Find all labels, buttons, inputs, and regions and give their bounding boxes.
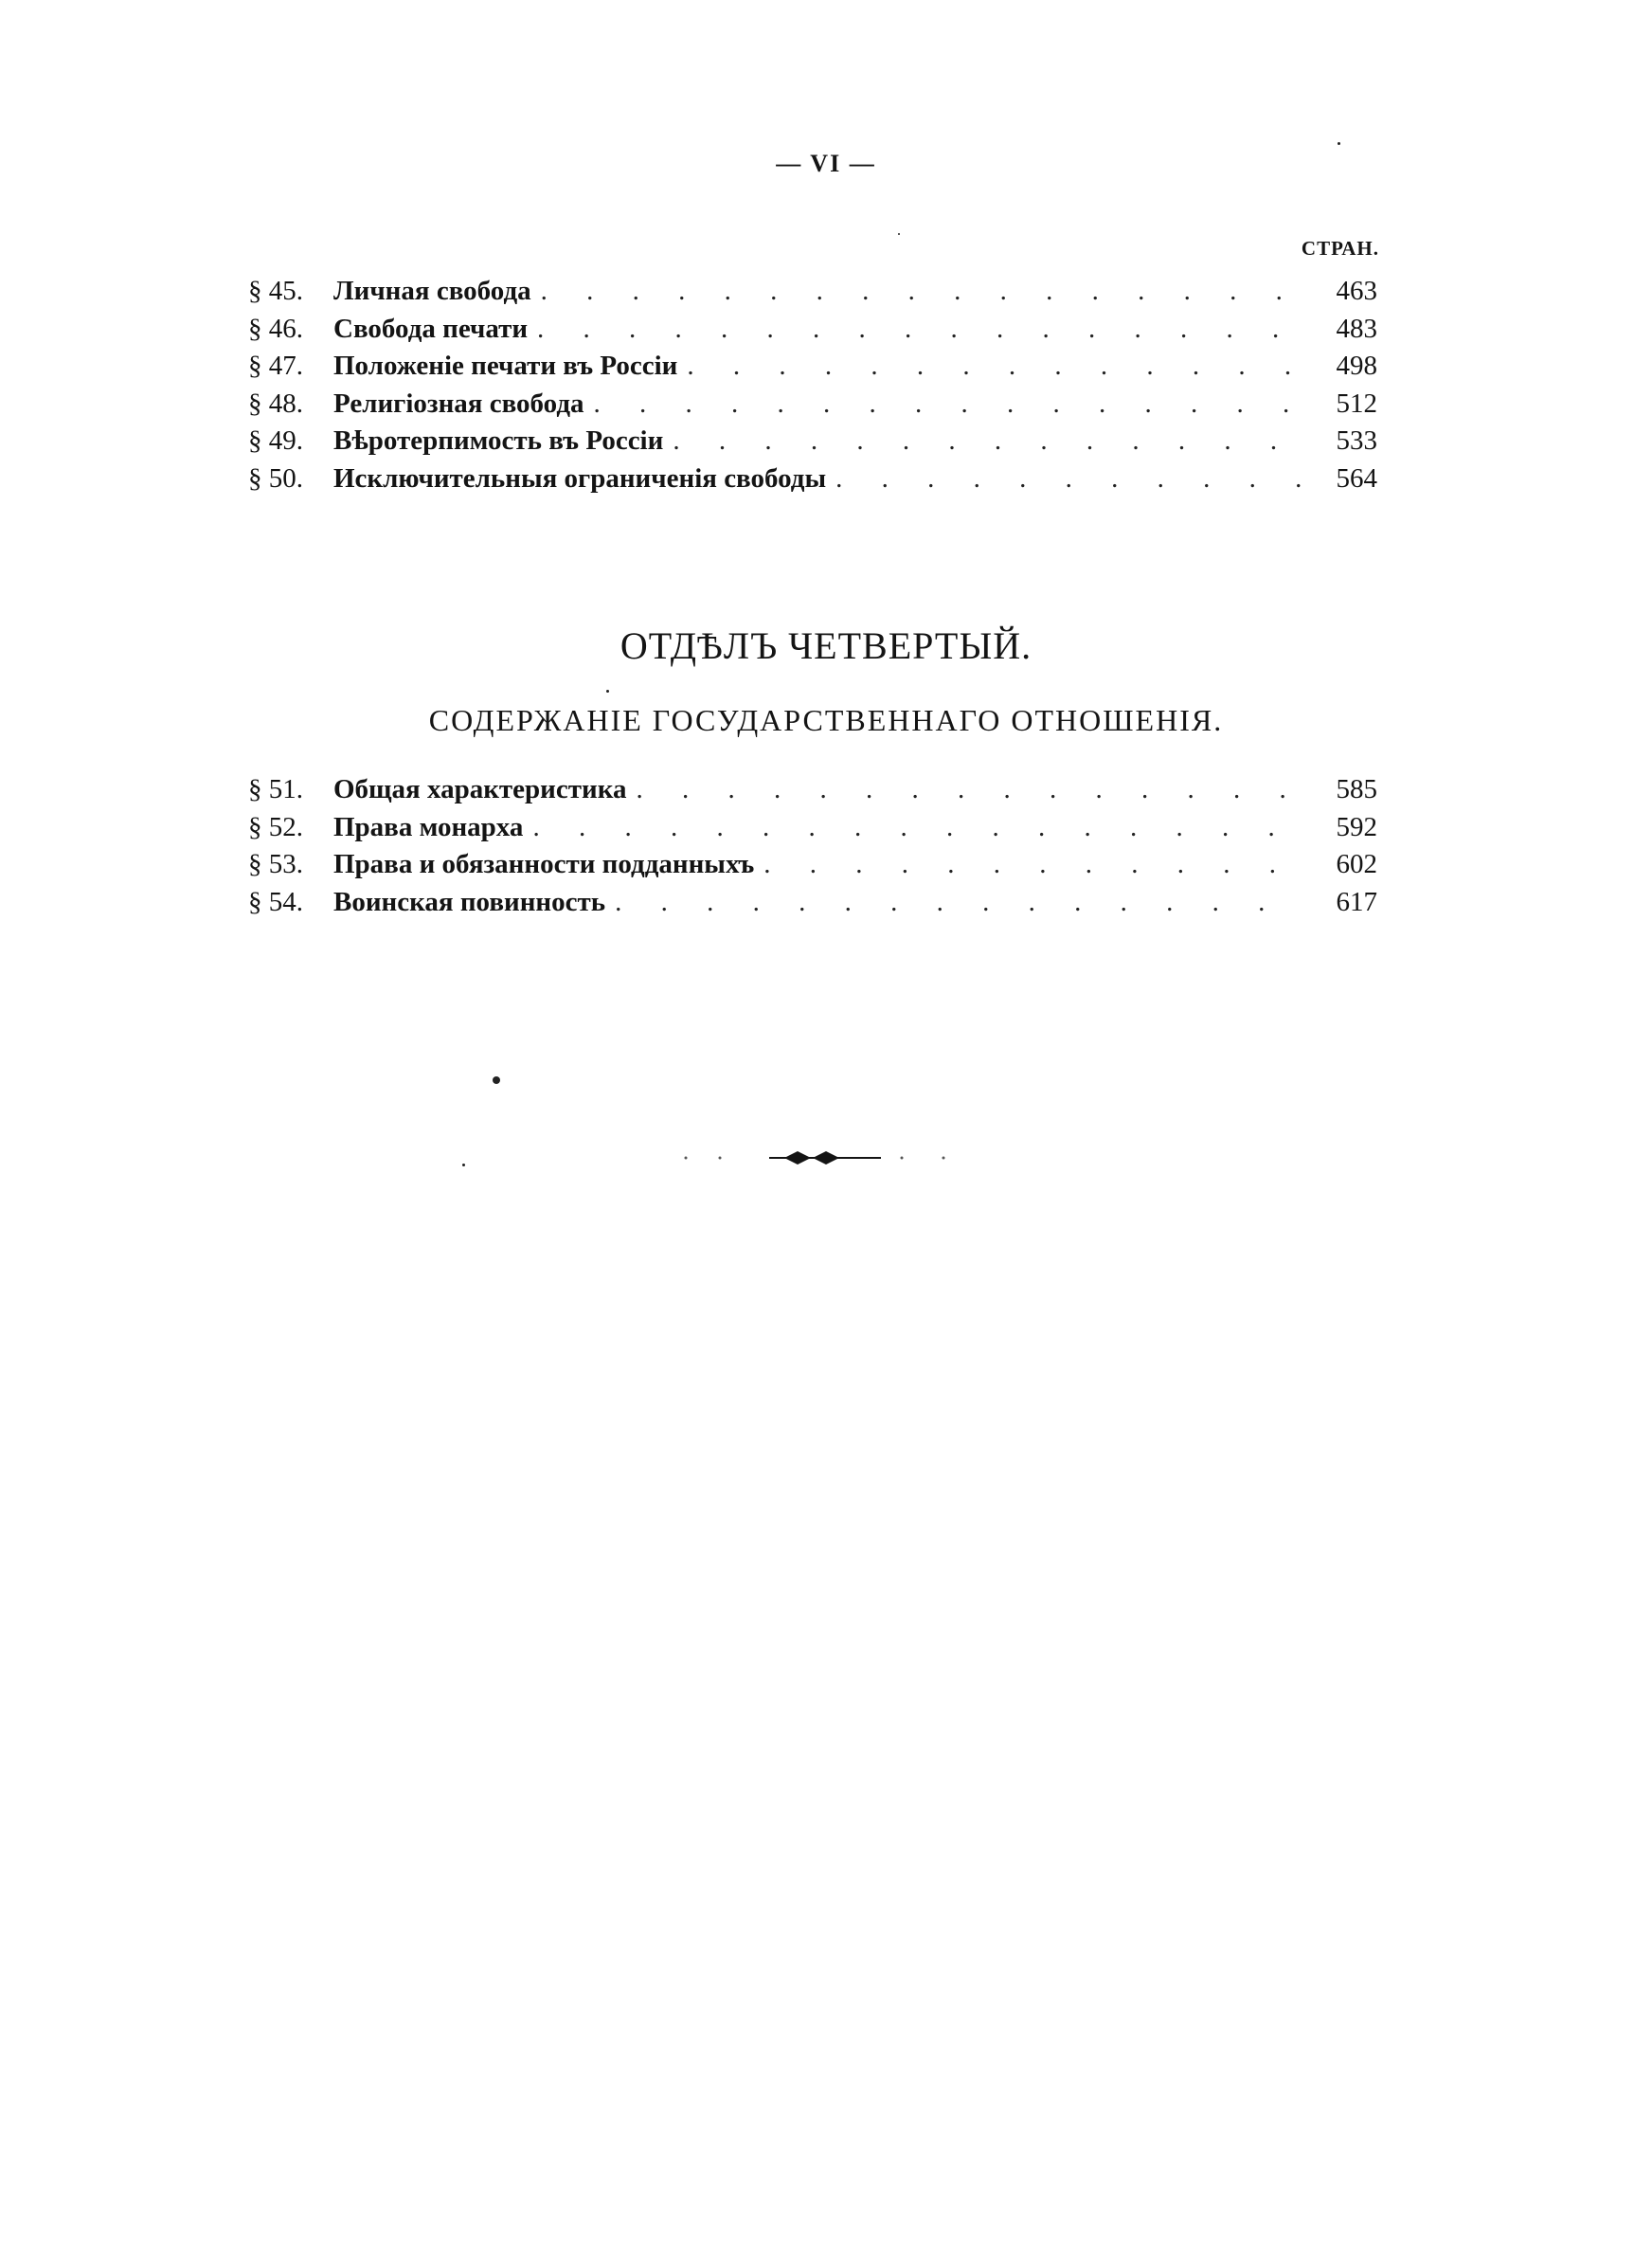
toc-entry-number: § 49.	[248, 425, 303, 456]
section-heading: ОТДѢЛЪ ЧЕТВЕРТЫЙ.	[620, 624, 1032, 667]
toc-entry-number: § 46.	[248, 313, 303, 344]
toc-entry	[248, 423, 1377, 460]
toc-dot-leader	[677, 348, 1303, 386]
toc-entry-title: Вѣротерпимость въ Россіи	[333, 425, 664, 456]
toc-dot-leader	[754, 846, 1303, 884]
toc-entry	[248, 386, 1377, 424]
toc-list-part-2	[248, 771, 1377, 921]
toc-entry-number: § 52.	[248, 811, 303, 842]
toc-entry-number: § 50.	[248, 462, 303, 494]
toc-entry-number: § 48.	[248, 388, 303, 419]
toc-entry-page: 602	[1303, 846, 1377, 884]
toc-dot-leader	[826, 460, 1303, 498]
toc-entry-title: Религіозная свобода	[333, 388, 584, 419]
toc-entry-title: Личная свобода	[333, 276, 531, 306]
toc-entry-page: 592	[1303, 809, 1377, 847]
toc-dot-leader	[523, 809, 1303, 847]
toc-dot-leader	[626, 771, 1303, 809]
toc-entry-number: § 47.	[248, 351, 303, 381]
toc-entry	[248, 273, 1377, 311]
toc-dot-leader	[531, 273, 1303, 311]
toc-list-part-1	[248, 273, 1377, 497]
toc-dot-leader	[584, 386, 1304, 424]
toc-entry-number: § 45.	[248, 276, 303, 306]
toc-entry-title: Права и обязанности подданныхъ	[333, 849, 755, 879]
toc-entry-title: Свобода печати	[333, 313, 529, 344]
toc-entry-title: Исключительныя ограниченія свободы	[333, 462, 827, 494]
toc-entry-number: § 51.	[248, 774, 303, 804]
toc-dot-leader	[605, 884, 1303, 922]
toc-entry	[248, 348, 1377, 386]
toc-dot-leader	[528, 311, 1303, 349]
toc-entry-page: 498	[1303, 348, 1377, 386]
ink-speck	[493, 1076, 500, 1084]
toc-entry-number: § 54.	[248, 886, 303, 917]
ink-speck	[462, 1164, 465, 1166]
section-subheading: СОДЕРЖАНІЕ ГОСУДАРСТВЕННАГО ОТНОШЕНІЯ.	[428, 703, 1224, 737]
toc-entry-page: 533	[1303, 423, 1377, 460]
toc-entry	[248, 311, 1377, 349]
toc-entry	[248, 884, 1377, 922]
double-diamond-ornament-icon	[682, 1147, 966, 1169]
toc-entry-number: § 53.	[248, 849, 303, 879]
ink-speck	[898, 233, 900, 235]
page-column-label: СТРАН.	[1301, 237, 1379, 260]
toc-entry-page: 483	[1303, 311, 1377, 349]
toc-entry-title: Общая характеристика	[333, 774, 627, 804]
toc-entry-title: Права монарха	[333, 811, 524, 842]
toc-entry-page: 585	[1303, 771, 1377, 809]
toc-entry	[248, 460, 1377, 498]
toc-entry-page: 463	[1303, 273, 1377, 311]
toc-entry-page: 512	[1303, 386, 1377, 424]
toc-entry-title: Положеніе печати въ Россіи	[333, 351, 678, 381]
toc-entry	[248, 809, 1377, 847]
page-number: — VI —	[776, 150, 876, 177]
toc-entry	[248, 771, 1377, 809]
ink-speck	[606, 690, 609, 693]
toc-entry	[248, 846, 1377, 884]
toc-dot-leader	[663, 423, 1303, 460]
toc-entry-page: 564	[1303, 460, 1377, 498]
toc-entry-title: Воинская повинность	[333, 886, 606, 917]
ink-speck	[1338, 142, 1340, 145]
toc-entry-page: 617	[1303, 884, 1377, 922]
